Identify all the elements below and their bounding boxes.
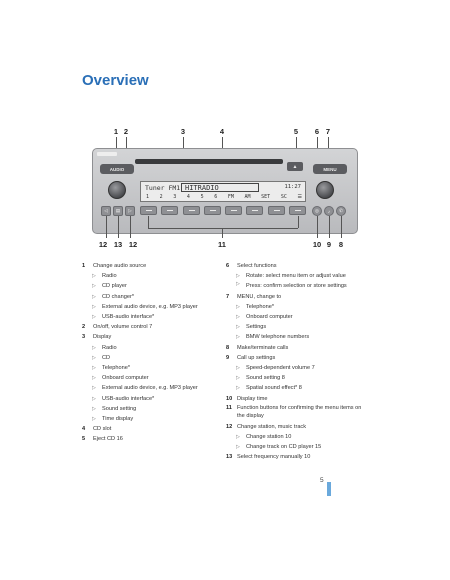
legend-subitem (226, 271, 368, 281)
callout-13: 13 (113, 240, 123, 249)
subitem-text: Speed-dependent volume 7 (246, 365, 315, 372)
select-knob[interactable] (316, 181, 334, 199)
bracket-11 (148, 228, 298, 229)
function-button[interactable] (268, 206, 285, 215)
subitem-text: BMW telephone numbers (246, 334, 310, 341)
brand-mark (97, 152, 117, 156)
legend-item (226, 292, 368, 302)
subitem-text: Telephone* (246, 303, 274, 310)
item-text: Eject CD 16 (93, 436, 123, 443)
triangle-bullet-icon: ▷ (236, 314, 240, 320)
clock-button[interactable]: ◎ (312, 206, 322, 216)
item-number: 4 (82, 426, 86, 433)
subitem-text: Onboard computer (102, 375, 149, 382)
function-button[interactable] (289, 206, 306, 215)
callout-7: 7 (325, 127, 331, 136)
subitem-text: Radio (102, 273, 117, 280)
leader-line-11 (222, 228, 223, 238)
sound-settings-button[interactable]: ♪ (324, 206, 334, 216)
triangle-bullet-icon: ▷ (92, 365, 96, 372)
triangle-bullet-icon: ▷ (92, 293, 96, 300)
legend-subitem (82, 312, 222, 322)
legend-subitem (226, 332, 368, 342)
triangle-bullet-icon: ▷ (92, 416, 96, 423)
item-text: Function buttons for confirming the menu items on the display (237, 405, 362, 419)
triangle-bullet-icon: ▷ (236, 433, 240, 440)
legend-item (226, 261, 368, 271)
legend-subitem (82, 414, 222, 424)
subitem-text: CD (102, 354, 111, 361)
triangle-bullet-icon: ▷ (236, 444, 240, 451)
item-text: Select frequency manually 10 (237, 454, 311, 461)
item-number: 5 (82, 436, 86, 443)
preset-label: FM (227, 194, 234, 200)
triangle-bullet-icon: ▷ (236, 365, 240, 372)
triangle-bullet-icon: ▷ (92, 395, 96, 402)
legend-subitem (226, 312, 368, 322)
eject-button[interactable]: ▲ (287, 162, 303, 171)
bracket-11-right (298, 216, 299, 228)
leader-line-9 (329, 216, 330, 238)
manual-frequency-button[interactable]: ▤ (113, 206, 123, 216)
callout-10: 10 (312, 240, 322, 249)
legend-item (226, 343, 368, 353)
display-source: Tuner FM1 (145, 184, 181, 192)
item-text: Change audio source (93, 263, 147, 269)
legend-subitem (226, 322, 368, 332)
function-button[interactable] (161, 206, 178, 215)
preset-label: SET (261, 194, 271, 200)
next-track-button[interactable]: ▷ (125, 206, 135, 216)
legend-item (226, 422, 368, 432)
item-number: 10 (226, 395, 233, 402)
callout-11: 11 (218, 240, 226, 249)
callout-1: 1 (113, 127, 119, 136)
item-text: Change station, music track (237, 423, 307, 430)
legend-right-column (226, 261, 368, 462)
legend-item (226, 452, 368, 462)
leader-line-12a (106, 216, 107, 238)
bracket-11-left (148, 216, 149, 228)
legend-subitem (82, 404, 222, 414)
preset-label: AM (244, 194, 251, 200)
callout-3: 3 (180, 127, 186, 136)
leader-line-10 (317, 216, 318, 238)
triangle-bullet-icon: ▷ (236, 281, 240, 288)
legend-item (226, 404, 368, 422)
subitem-text: Change station 10 (246, 433, 292, 440)
triangle-bullet-icon: ▷ (92, 273, 96, 280)
audio-button[interactable]: AUDIO (100, 164, 134, 174)
item-number: 8 (226, 344, 230, 351)
item-number: 12 (226, 423, 233, 430)
subitem-text: Rotate: select menu item or adjust value (246, 273, 346, 280)
subitem-text: USB-audio interface* (102, 395, 155, 402)
legend-subitem (82, 363, 222, 373)
function-button[interactable] (204, 206, 221, 215)
legend-subitem (226, 432, 368, 442)
triangle-bullet-icon: ▷ (92, 385, 96, 392)
subitem-text: Sound setting 8 (246, 375, 285, 382)
legend-subitem (82, 302, 222, 312)
page-title: Overview (82, 72, 149, 89)
item-number: 9 (226, 354, 230, 361)
radio-display (140, 181, 306, 202)
triangle-bullet-icon: ▷ (92, 375, 96, 382)
item-number: 6 (226, 263, 230, 269)
legend-subitem (82, 394, 222, 404)
subitem-text: Change track on CD player 15 (246, 444, 322, 451)
legend-subitem (226, 302, 368, 312)
item-number: 3 (82, 334, 86, 341)
function-button[interactable] (183, 206, 200, 215)
subitem-text: Radio (102, 344, 117, 351)
callout-8: 8 (338, 240, 344, 249)
phone-button[interactable]: ✆ (336, 206, 346, 216)
triangle-bullet-icon: ▷ (236, 334, 240, 341)
leader-line-13 (118, 216, 119, 238)
leader-line-12b (130, 216, 131, 238)
item-text: On/off, volume control 7 (93, 324, 153, 331)
triangle-bullet-icon: ▷ (92, 344, 96, 351)
legend-left-column (82, 261, 222, 445)
legend-subitem (226, 383, 368, 393)
callout-9: 9 (326, 240, 332, 249)
item-text: MENU, change to (237, 293, 282, 300)
legend-subitem (226, 363, 368, 373)
legend-item (82, 434, 222, 444)
legend-subitem (82, 383, 222, 393)
legend-item (82, 424, 222, 434)
item-text: CD slot (93, 426, 112, 433)
function-buttons (140, 206, 306, 215)
legend-subitem (82, 281, 222, 291)
menu-button[interactable]: MENU (313, 164, 347, 174)
legend-subitem (82, 373, 222, 383)
item-text: Select functions (237, 263, 277, 269)
item-number: 1 (82, 263, 86, 269)
menu-list-icon: ☰ (297, 194, 302, 200)
legend-subitem (82, 292, 222, 302)
preset-label: 6 (214, 194, 218, 200)
page-tab-marker (327, 482, 331, 496)
preset-label: 2 (159, 194, 163, 200)
item-number: 13 (226, 454, 233, 461)
legend-item (226, 353, 368, 363)
triangle-bullet-icon: ▷ (236, 324, 240, 331)
triangle-bullet-icon: ▷ (236, 273, 240, 280)
subitem-text: CD changer* (102, 293, 135, 300)
subitem-text: Sound setting (102, 405, 137, 412)
callout-12: 12 (128, 240, 138, 249)
callout-6: 6 (314, 127, 320, 136)
subitem-text: External audio device, e.g. MP3 player (102, 303, 198, 310)
legend-item (82, 322, 222, 332)
item-text: Make/terminate calls (237, 344, 289, 351)
subitem-text: CD player (102, 283, 127, 290)
triangle-bullet-icon: ▷ (92, 283, 96, 290)
legend-item (82, 261, 222, 271)
subitem-text: Telephone* (102, 365, 130, 372)
function-button[interactable] (225, 206, 242, 215)
subitem-text: Spatial sound effect* 8 (246, 385, 302, 392)
item-text: Call up settings (237, 354, 276, 361)
legend-item (226, 394, 368, 404)
triangle-bullet-icon: ▷ (92, 405, 96, 412)
legend-subitem (82, 343, 222, 353)
subitem-text: Onboard computer (246, 314, 293, 320)
function-button[interactable] (140, 206, 157, 215)
subitem-text: External audio device, e.g. MP3 player (102, 385, 198, 392)
legend-subitem (226, 281, 368, 291)
callout-2: 2 (123, 127, 129, 136)
preset-label: 4 (186, 194, 190, 200)
item-number: 7 (226, 293, 230, 300)
leader-line-8 (341, 216, 342, 238)
callout-5: 5 (293, 127, 299, 136)
item-text: Display (93, 334, 112, 341)
function-button[interactable] (246, 206, 263, 215)
preset-label: SC (280, 194, 287, 200)
legend-subitem (226, 442, 368, 452)
preset-label: 1 (146, 194, 150, 200)
triangle-bullet-icon: ▷ (236, 303, 240, 310)
legend-subitem (226, 373, 368, 383)
display-clock: 11:27 (284, 184, 301, 190)
preset-label: 5 (200, 194, 204, 200)
display-presets (146, 194, 302, 200)
triangle-bullet-icon: ▷ (236, 375, 240, 382)
item-number: 11 (226, 405, 232, 412)
subitem-text: Press: confirm selection or store settings (246, 282, 347, 289)
subitem-text: USB-audio interface* (102, 314, 155, 321)
triangle-bullet-icon: ▷ (92, 303, 96, 310)
volume-knob[interactable] (108, 181, 126, 199)
display-station: HITRADIO (181, 183, 259, 192)
legend-subitem (82, 353, 222, 363)
callout-12: 12 (98, 240, 108, 249)
preset-label: 3 (173, 194, 177, 200)
page-number: 5 (320, 477, 324, 484)
cd-slot (135, 159, 283, 164)
legend-item (82, 332, 222, 342)
triangle-bullet-icon: ▷ (92, 314, 96, 321)
triangle-bullet-icon: ▷ (92, 354, 96, 361)
previous-track-button[interactable]: ◁ (101, 206, 111, 216)
legend-subitem (82, 271, 222, 281)
subitem-text: Time display (102, 416, 134, 423)
subitem-text: Settings (246, 324, 267, 331)
callout-4: 4 (219, 127, 225, 136)
item-text: Display time (237, 395, 268, 402)
item-number: 2 (82, 324, 86, 331)
triangle-bullet-icon: ▷ (236, 385, 240, 392)
